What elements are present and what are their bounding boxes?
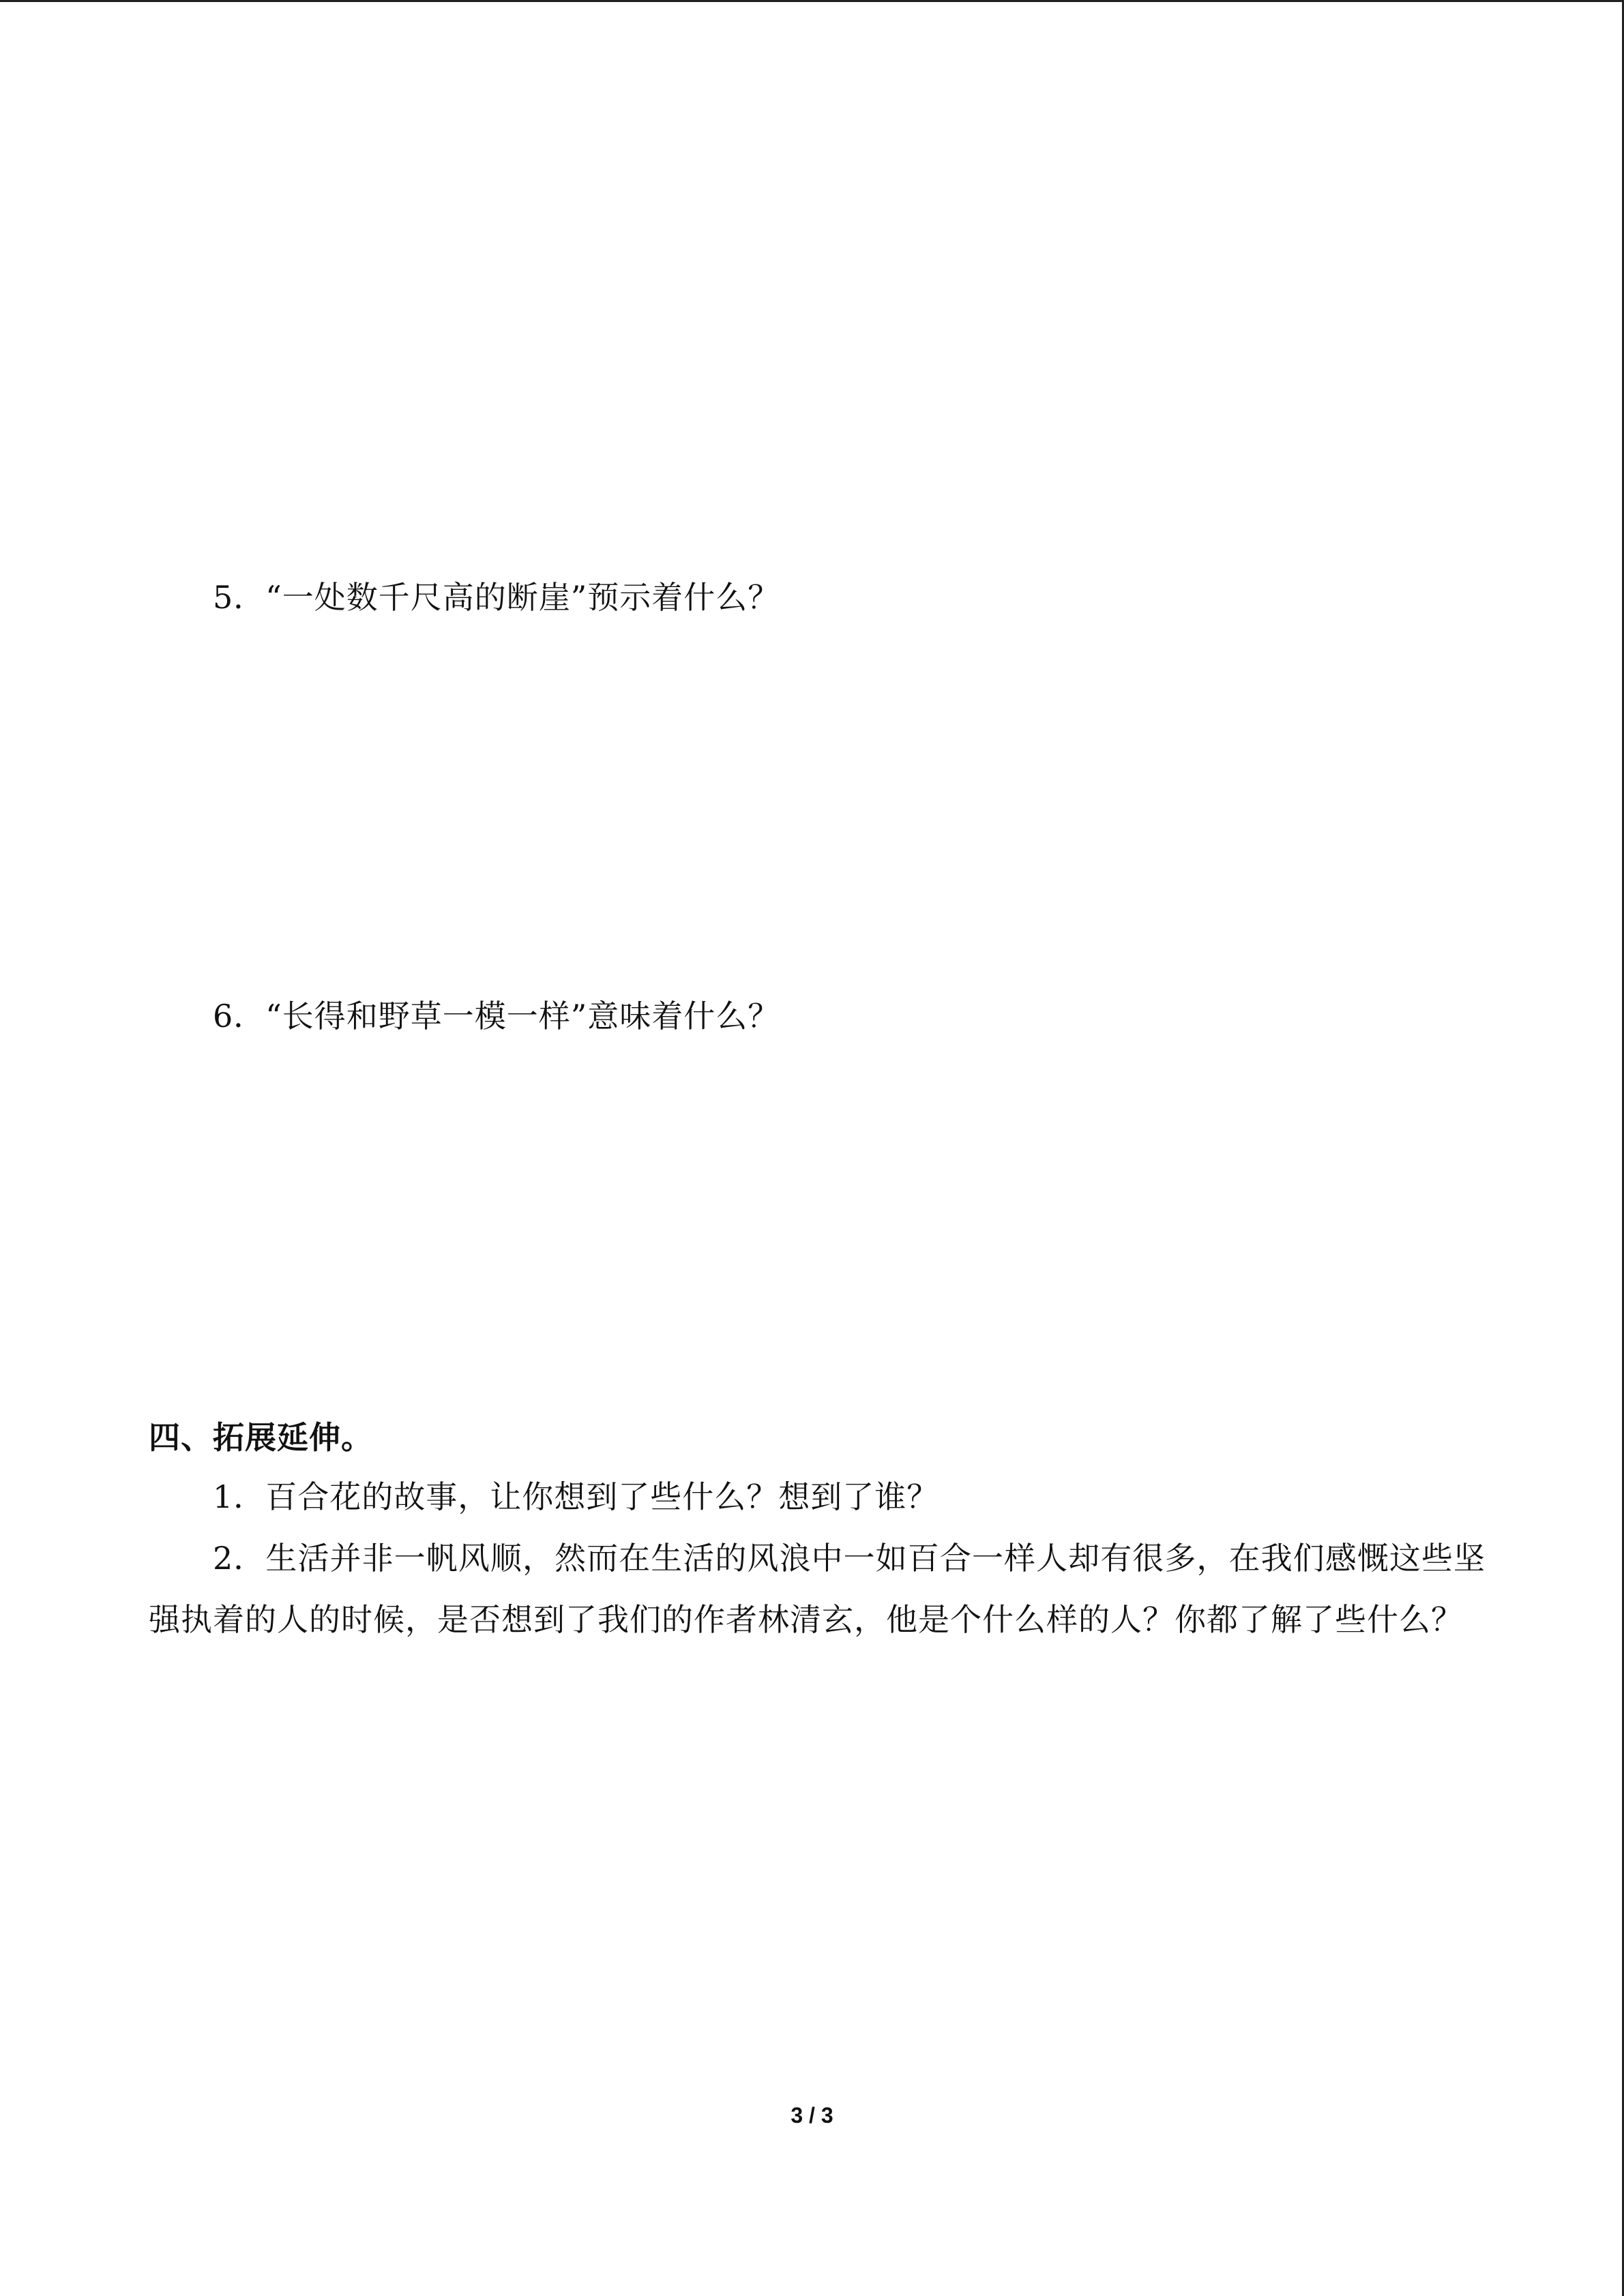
section-4-title: 四、拓展延伸。 [149, 1419, 373, 1456]
question-5: 5．“一处数千尺高的断崖”预示着什么？ [213, 579, 780, 616]
section-4-item-2: 2．生活并非一帆风顺，然而在生活的风浪中一如百合一样人却有很多，在我们感慨这些坚强执着的人的时候，是否想到了我们的作者林清玄，他是个什么样的人？你都了解了些什么？ [149, 1540, 1486, 1638]
question-6: 6．“长得和野草一模一样”意味着什么？ [213, 998, 780, 1034]
section-4-item-1: 1．百合花的故事，让你想到了些什么？想到了谁？ [213, 1478, 939, 1515]
page-number: 3 / 3 [791, 2103, 833, 2128]
